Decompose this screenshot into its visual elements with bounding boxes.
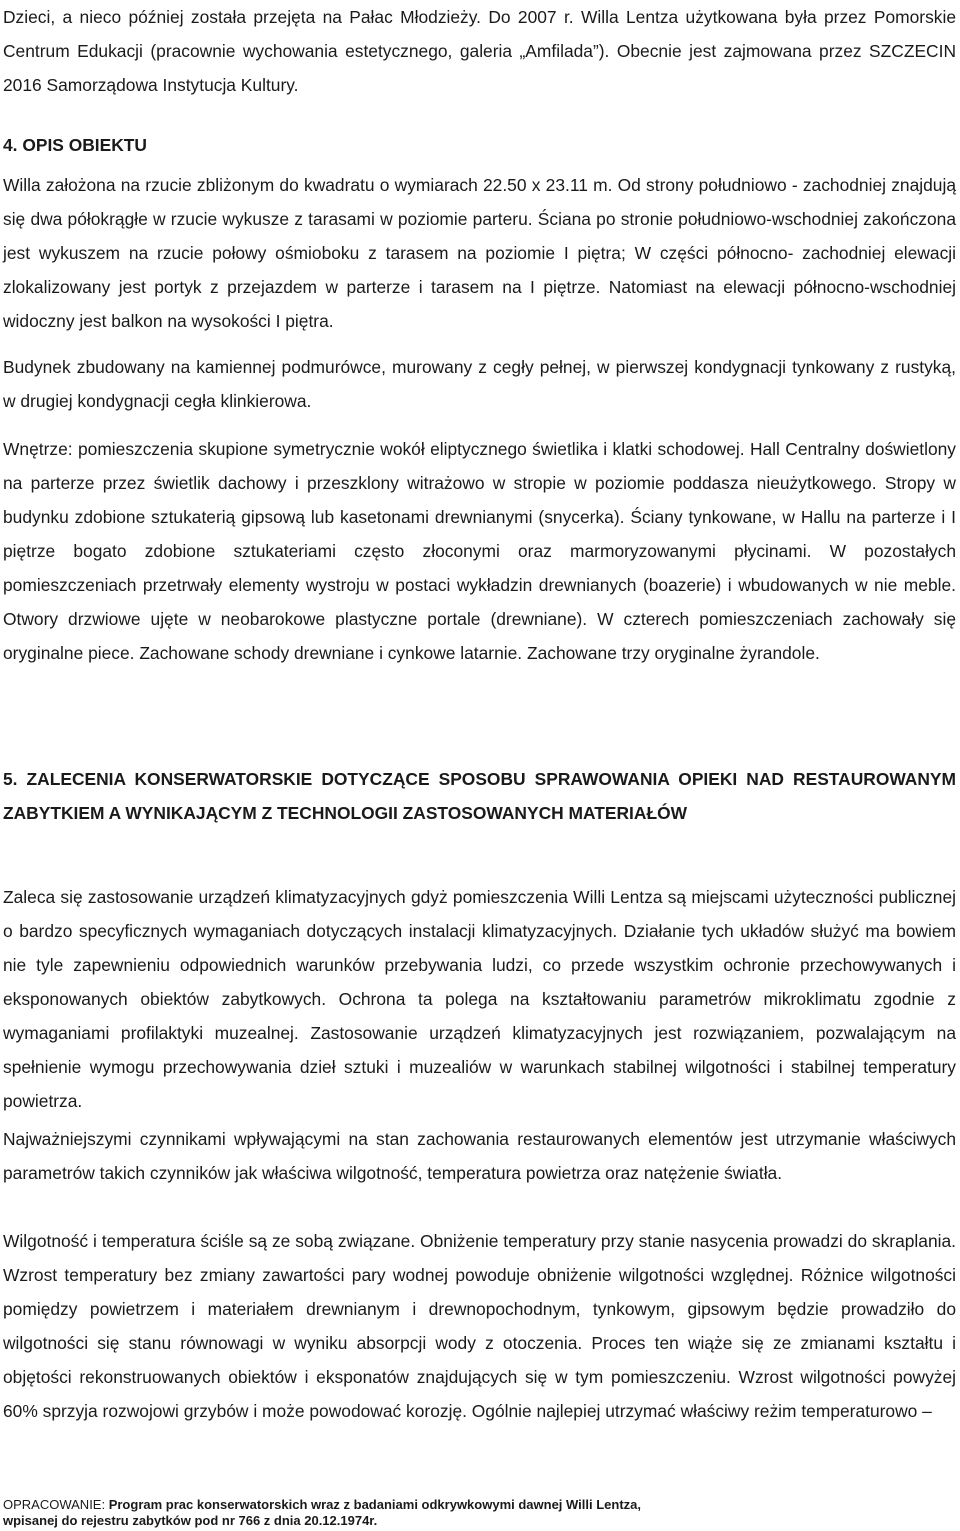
- section-4-paragraph-2: Budynek zbudowany na kamiennej podmurówce, murowany z cegły pełnej, w pierwszej kondygnacji tynkowany z rustyką, w drugiej kondygnacji cegła klinkierowa.: [3, 357, 956, 411]
- section-5-paragraph-1: Zaleca się zastosowanie urządzeń klimatyzacyjnych gdyż pomieszczenia Willi Lentza są miejscami użyteczności publicznej o bardzo specyficznych wymaganiach dotyczących instalacji klimatyzacyjnych. Działanie tych układów służyć ma bowiem nie tyle zapewnieniu odpowiednich warunków przebywania ludzi, co przede wszystkim ochronie przechowywanych i eksponowanych obiektów zabytkowych. Ochrona ta polega na kształtowaniu parametrów mikroklimatu zgodnie z wymaganiami profilaktyki muzealnej. Zastosowanie urządzeń klimatyzacyjnych jest rozwiązaniem, pozwalającym na spełnienie wymogu przechowywania dzieł sztuki i muzealiów w warunkach stabilnej wilgotności i stabilnej temperatury powietrza.: [3, 887, 956, 1111]
- section-4-paragraph-1: Willa założona na rzucie zbliżonym do kwadratu o wymiarach 22.50 x 23.11 m. Od strony południowo - zachodniej znajdują się dwa półokrągłe w rzucie wykusze z tarasami w poziomie parteru. Ściana po stronie południowo-wschodniej zakończona jest wykuszem na rzucie połowy ośmioboku z tarasem na poziomie I piętra; W części północno- zachodniej elewacji zlokalizowany jest portyk z przejazdem w parterze i tarasem na I piętrze. Natomiast na elewacji północno-wschodniej widoczny jest balkon na wysokości I piętra.: [3, 175, 956, 331]
- section-5-paragraph-3: Wilgotność i temperatura ściśle są ze sobą związane. Obniżenie temperatury przy stanie nasycenia prowadzi do skraplania. Wzrost temperatury bez zmiany zawartości pary wodnej powoduje obniżenie wilgotności względnej. Różnice wilgotności pomiędzy powietrzem i materiałem drewnianym i drewnopochodnym, tynkowym, gipsowym będzie prowadziło do wilgotności się stanu równowagi w wyniku absorpcji wody z otoczenia. Proces ten wiąże się ze zmianami kształtu i objętości rekonstruowanych obiektów i eksponatów znajdujących się w tym pomieszczeniu. Wzrost wilgotności powyżej 60% sprzyja rozwojowi grzybów i może powodować korozję. Ogólnie najlepiej utrzymać właściwy reżim temperaturowo –: [3, 1231, 956, 1421]
- page-footer: [3, 1497, 953, 1529]
- footer-prefix: OPRACOWANIE:: [3, 1497, 106, 1512]
- footer-line-1: Program prac konserwatorskich wraz z badaniami odkrywkowymi dawnej Willi Lentza,: [105, 1497, 642, 1512]
- section-4-paragraph-3: Wnętrze: pomieszczenia skupione symetrycznie wokół eliptycznego świetlika i klatki schodowej. Hall Centralny doświetlony na parterze przez świetlik dachowy i przeszklony witrażowo w stropie w poziomie poddasza nieużytkowego. Stropy w budynku zdobione sztukaterią gipsową lub kasetonami drewnianymi (snycerka). Ściany tynkowane, w Hallu na parterze i I piętrze bogato zdobione sztukateriami często złoconymi oraz marmoryzowanymi płycinami. W pozostałych pomieszczeniach przetrwały elementy wystroju w postaci wykładzin drewnianych (boazerie) i wbudowanych w nie meble. Otwory drzwiowe ujęte w neobarokowe plastyczne portale (drewniane). W czterech pomieszczeniach zachowały się oryginalne piece. Zachowane schody drewniane i cynkowe latarnie. Zachowane trzy oryginalne żyrandole.: [3, 439, 956, 663]
- section-5-paragraph-2: Najważniejszymi czynnikami wpływającymi na stan zachowania restaurowanych elementów jest utrzymanie właściwych parametrów takich czynników jak właściwa wilgotność, temperatura powietrza oraz natężenie światła.: [3, 1129, 956, 1183]
- section-5-heading: 5. ZALECENIA KONSERWATORSKIE DOTYCZĄCE SPOSOBU SPRAWOWANIA OPIEKI NAD RESTAUROWANYM ZABYTKIEM A WYNIKAJĄCYM Z TECHNOLOGII ZASTOSOWANYCH MATERIAŁÓW: [3, 769, 956, 823]
- footer-line-2: wpisanej do rejestru zabytków pod nr 766 z dnia 20.12.1974r.: [3, 1513, 378, 1528]
- section-4-heading: 4. OPIS OBIEKTU: [3, 135, 147, 155]
- intro-paragraph: Dzieci, a nieco później została przejęta na Pałac Młodzieży. Do 2007 r. Willa Lentza użytkowana była przez Pomorskie Centrum Edukacji (pracownie wychowania estetycznego, galeria „Amfilada”). Obecnie jest zajmowana przez SZCZECIN 2016 Samorządowa Instytucja Kultury.: [3, 7, 956, 95]
